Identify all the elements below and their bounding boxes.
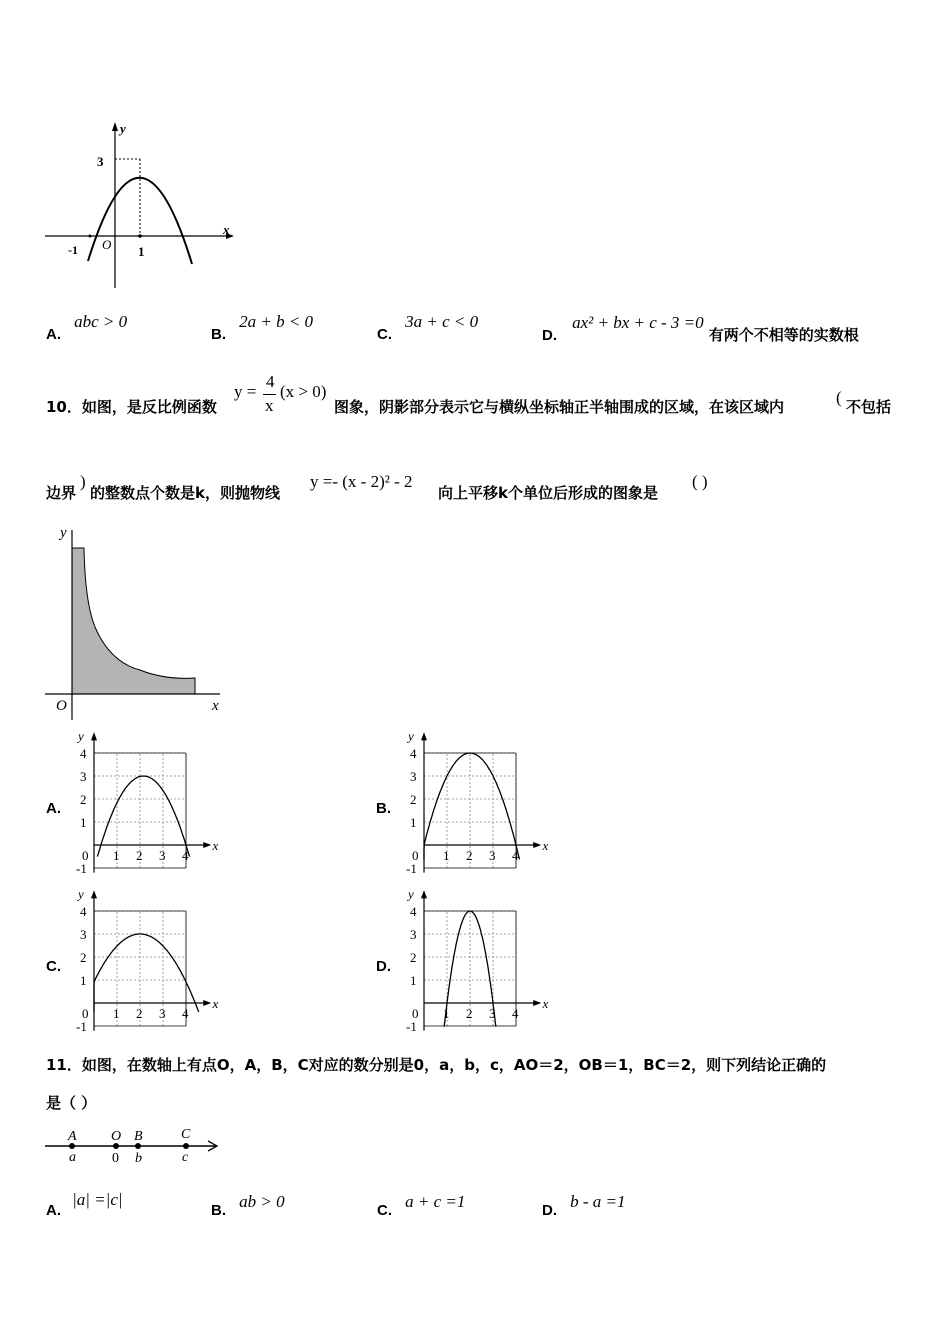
x-tick: 2 [466, 848, 473, 863]
y-tick: 1 [80, 815, 87, 830]
y-axis-arrow [421, 890, 427, 898]
option-math: a + c =1 [405, 1192, 466, 1211]
neg-tick: -1 [76, 1019, 87, 1034]
q11-option-b[interactable] [211, 1192, 285, 1219]
x-tick: 2 [136, 848, 143, 863]
y-tick: 1 [410, 973, 417, 988]
q10-option-b[interactable] [376, 730, 556, 880]
option-label: D. [542, 1202, 557, 1219]
x-tick: 4 [512, 1006, 519, 1021]
option-label: C. [46, 958, 61, 975]
y-tick: 2 [80, 792, 87, 807]
x-tick: 2 [136, 1006, 143, 1021]
q9-x-label: x [223, 222, 230, 237]
q9-y-label: y [120, 121, 126, 136]
parabola-curve [94, 934, 199, 1012]
q11-line1: 11．如图，在数轴上有点O，A，B，C对应的数分别是0，a，b，c，AO＝2，OB＝1，BC＝2，则下列结论正确的 [46, 1056, 827, 1074]
y-tick: 4 [410, 746, 417, 761]
q10-line2-start: 边界 [46, 484, 77, 502]
option-label: B. [211, 326, 226, 343]
point-b [134, 1129, 143, 1166]
x-axis-arrow [203, 842, 211, 848]
x-axis-arrow [533, 842, 541, 848]
option-label: A. [46, 1202, 61, 1219]
parabola-curve [424, 753, 520, 859]
y-label: y [408, 888, 414, 902]
q11-line2: 是（ ） [46, 1094, 97, 1112]
q10-paren-close: ) [80, 472, 86, 491]
y-tick: 3 [80, 769, 87, 784]
q10-graph-y-label: y [60, 525, 67, 541]
q10-line2 [46, 470, 926, 510]
option-math: ab > 0 [239, 1192, 285, 1211]
q11-number-line [40, 1124, 230, 1168]
svg-text:C: C [181, 1127, 191, 1142]
option-label: C. [377, 326, 392, 343]
option-label: B. [211, 1202, 226, 1219]
svg-text:O: O [111, 1129, 122, 1144]
zero-tick: 0 [82, 1006, 89, 1021]
y-tick: 3 [410, 927, 417, 942]
q10-parabola: y =- (x - 2)² - 2 [310, 472, 413, 491]
y-tick: 4 [410, 904, 417, 919]
option-suffix: 有两个不相等的实数根 [708, 326, 859, 344]
q10-func-cond: (x > 0) [280, 382, 327, 401]
q10-option-c-chart [72, 888, 232, 1038]
x-tick: 4 [182, 848, 189, 863]
q10-line1-end: 不包括 [846, 398, 892, 416]
q10-option-b-chart [402, 730, 562, 880]
option-math: |a| =|c| [72, 1190, 123, 1209]
q10-hyperbola-graph [40, 522, 240, 722]
q11-option-a[interactable] [46, 1190, 123, 1219]
x-axis-arrow [203, 1000, 211, 1006]
q10-func-den: x [265, 396, 274, 415]
y-tick: 1 [80, 973, 87, 988]
q10-func-num: 4 [266, 372, 275, 391]
q9-x-neg: -1 [68, 243, 78, 257]
svg-text:a: a [69, 1150, 76, 1165]
q10-graph-origin: O [56, 698, 67, 714]
option-label: C. [377, 1202, 392, 1219]
q10-line2-mid: 的整数点个数是k，则抛物线 [90, 484, 280, 502]
neg-tick: -1 [406, 861, 417, 876]
option-label: D. [542, 327, 557, 344]
neg-tick: -1 [406, 1019, 417, 1034]
option-label: A. [46, 800, 61, 817]
x-tick: 3 [159, 848, 166, 863]
q10-prefix: 10．如图，是反比例函数 [46, 398, 217, 416]
option-math: b - a =1 [570, 1192, 626, 1211]
option-label: D. [376, 958, 391, 975]
q10-option-d-chart [402, 888, 562, 1038]
y-tick: 3 [410, 769, 417, 784]
x-label: x [212, 996, 219, 1011]
option-math: 2a + b < 0 [239, 312, 314, 331]
q10-option-a-chart [72, 730, 232, 880]
q10-paren-open: ( [836, 388, 842, 407]
q10-graph-x-label: x [212, 698, 219, 714]
q11-option-c[interactable] [377, 1192, 466, 1219]
option-math: abc > 0 [74, 312, 128, 331]
zero-tick: 0 [412, 848, 419, 863]
q9-origin: O [102, 237, 112, 252]
q10-line1 [46, 372, 926, 422]
y-axis-arrow [91, 732, 97, 740]
x-tick: 1 [443, 1006, 450, 1021]
svg-text:A: A [68, 1129, 77, 1144]
y-label: y [408, 730, 414, 744]
y-tick: 1 [410, 815, 417, 830]
option-math: 3a + c < 0 [405, 312, 479, 331]
x-tick: 1 [113, 848, 120, 863]
y-tick: 4 [80, 746, 87, 761]
x-tick: 4 [182, 1006, 189, 1021]
y-tick: 4 [80, 904, 87, 919]
x-tick: 2 [466, 1006, 473, 1021]
q10-answer-blank[interactable]: ( ) [692, 472, 708, 491]
option-label: B. [376, 800, 391, 817]
y-label: y [78, 888, 84, 902]
x-tick: 3 [489, 848, 496, 863]
x-tick: 4 [512, 848, 519, 863]
svg-text:b: b [135, 1151, 142, 1166]
q11-option-d[interactable] [542, 1192, 626, 1219]
svg-text:c: c [182, 1150, 189, 1165]
x-label: x [212, 838, 219, 853]
x-tick: 1 [443, 848, 450, 863]
point-o [111, 1129, 121, 1166]
y-tick: 2 [410, 950, 417, 965]
option-math: ax² + bx + c - 3 =0 [572, 313, 704, 332]
q9-option-a[interactable] [46, 312, 128, 343]
y-label: y [78, 730, 84, 744]
point-a [67, 1129, 77, 1165]
q10-option-c[interactable] [46, 888, 226, 1038]
q9-option-b[interactable] [211, 312, 314, 343]
svg-text:B: B [134, 1129, 143, 1144]
q10-line1-post: 图象，阴影部分表示它与横纵坐标轴正半轴围成的区域，在该区域内 [334, 398, 785, 416]
x-axis-arrow [533, 1000, 541, 1006]
zero-tick: 0 [82, 848, 89, 863]
option-label: A. [46, 326, 61, 343]
q10-func-lhs: y = [234, 382, 257, 401]
q9-x-tick-1: 1 [138, 244, 145, 259]
y-tick: 2 [80, 950, 87, 965]
y-tick: 2 [410, 792, 417, 807]
neg-tick: -1 [76, 861, 87, 876]
q9-option-d[interactable] [542, 312, 859, 344]
x-tick: 3 [489, 1006, 496, 1021]
q9-option-c[interactable] [377, 312, 479, 343]
x-label: x [542, 838, 549, 853]
y-axis-arrow [91, 890, 97, 898]
q10-line2-post: 向上平移k个单位后形成的图象是 [438, 484, 658, 502]
y-axis-arrow [421, 732, 427, 740]
q10-shaded-region [72, 548, 195, 694]
q9-y-tick-3: 3 [97, 154, 104, 169]
q10-option-a[interactable] [46, 730, 226, 880]
q10-option-d[interactable] [376, 888, 556, 1038]
zero-tick: 0 [412, 1006, 419, 1021]
x-tick: 1 [113, 1006, 120, 1021]
y-tick: 3 [80, 927, 87, 942]
x-tick: 3 [159, 1006, 166, 1021]
x-label: x [542, 996, 549, 1011]
q9-parabola-graph [40, 118, 240, 293]
svg-text:0: 0 [112, 1151, 119, 1166]
